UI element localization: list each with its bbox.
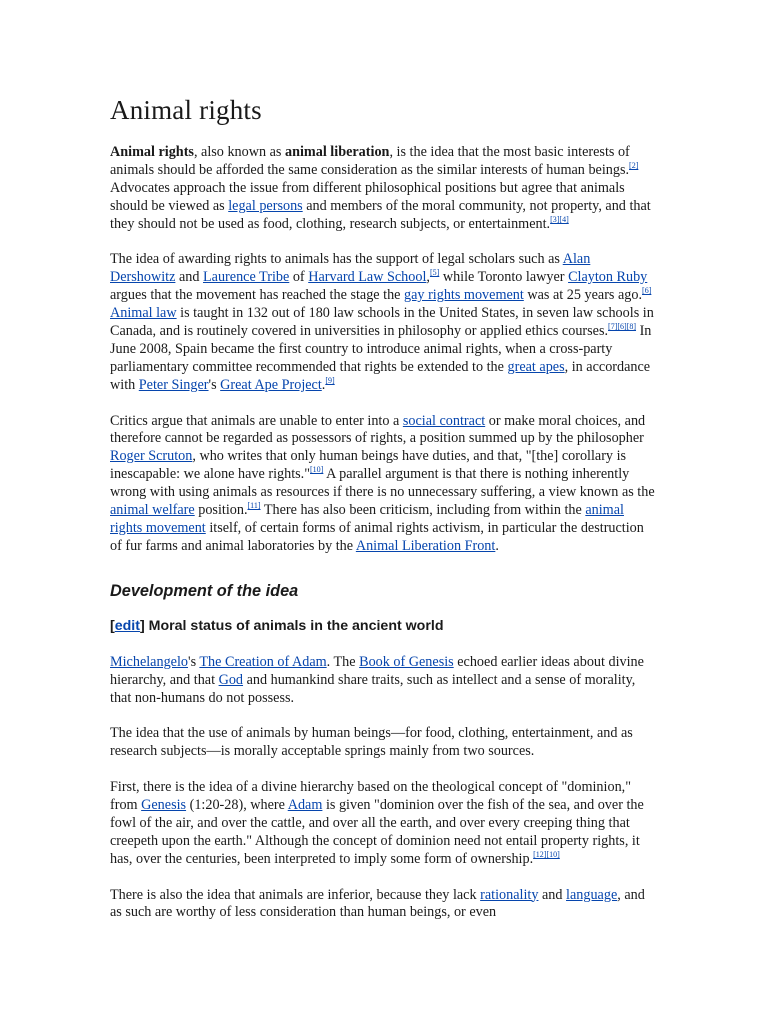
link-laurence-tribe[interactable]: Laurence Tribe: [203, 269, 290, 286]
link-animal-welfare[interactable]: animal welfare: [110, 502, 195, 519]
link-great-apes[interactable]: great apes: [507, 358, 565, 375]
critics-paragraph: Critics argue that animals are unable to enter into a social contract or make moral choices, and therefore cannot be regarded as possessors of rights, a position summed up by the philosopher Roger Scruton, who writes that only human beings have duties, and that, "[the] corollary is inescapable: we alone have rights."[10] A parallel argument is that there is nothing inherently wrong with using animals as resources if there is no unnecessary suffering, a view known as the animal welfare position.[11] There has also been criticism, including from within the animal rights movement itself, of certain forms of animal rights activism, in particular the destruction of fur farms and animal laboratories by the Animal Liberation Front.: [110, 412, 655, 554]
creation-paragraph: Michelangelo's The Creation of Adam. The Book of Genesis echoed earlier ideas about divine hierarchy, and that God and humankind share traits, such as intellect and a sense of morality, that non-humans do not possess.: [110, 653, 644, 706]
citation-link[interactable]: [10]: [310, 465, 324, 475]
link-peter-singer[interactable]: Peter Singer: [138, 376, 209, 393]
citation-link[interactable]: [3][4]: [550, 214, 569, 224]
link-rationality[interactable]: rationality: [480, 886, 539, 903]
section-heading: Development of the idea: [110, 581, 299, 600]
article: [110, 0, 658, 922]
link-language[interactable]: language: [566, 886, 618, 903]
link-gay-rights-movement[interactable]: gay rights movement: [404, 287, 524, 304]
link-animal-rights-movement[interactable]: animal rights movement: [110, 502, 624, 536]
page-title: Animal rights: [110, 95, 262, 125]
link-animal-liberation-front[interactable]: Animal Liberation Front: [355, 537, 496, 554]
link-clayton-ruby[interactable]: Clayton Ruby: [568, 269, 648, 286]
link-harvard-law-school[interactable]: Harvard Law School: [308, 269, 427, 286]
legal-support-paragraph: The idea of awarding rights to animals has the support of legal scholars such as Alan Dershowitz and Laurence Tribe of Harvard Law School,[5] while Toronto lawyer Clayton Ruby argues that the movement has reached the stage the gay rights movement was at 25 years ago.[6] Animal law is taught in 132 out of 180 law schools in the United States, in seven law schools in Canada, and is routinely covered in universities in philosophy or applied ethics courses.[7][6][8] In June 2008, Spain became the first country to introduce animal rights, when a cross-party parliamentary committee recommended that rights be extended to the great apes, in accordance with Peter Singer's Great Ape Project.[9]: [110, 251, 654, 393]
link-genesis[interactable]: Genesis: [141, 797, 187, 814]
bold-term: Animal rights: [110, 144, 194, 160]
sources-paragraph: The idea that the use of animals by human beings—for food, clothing, entertainment, and as research subjects—is morally acceptable springs mainly from two sources.: [110, 725, 633, 760]
edit-link[interactable]: edit: [114, 617, 140, 634]
citation-link[interactable]: [11]: [247, 501, 261, 511]
link-alan-dershowitz[interactable]: Alan Dershowitz: [110, 251, 591, 286]
dominion-paragraph: First, there is the idea of a divine hierarchy based on the theological concept of "dominion," from Genesis (1:20-28), where Adam is given "dominion over the fish of the sea, and over the fowl of the air, and over the cattle, and over all the earth, and over every creeping thing that creepeth upon the earth." Although the concept of dominion need not entail property rights, it has, over the centuries, been interpreted to imply some form of ownership.[12][10]: [110, 779, 644, 867]
link-creation-of-adam[interactable]: The Creation of Adam: [199, 653, 327, 670]
link-legal-persons[interactable]: legal persons: [228, 197, 303, 214]
link-social-contract[interactable]: social contract: [402, 412, 486, 429]
subsection-heading: [edit] Moral status of animals in the ancient world: [110, 617, 444, 634]
link-michelangelo[interactable]: Michelangelo: [110, 653, 189, 670]
intro-paragraph: Animal rights, also known as animal liberation, is the idea that the most basic interests of animals should be afforded the same consideration as the similar interests of human beings.[2] Advocates approach the issue from different philosophical positions but agree that animals should be viewed as legal persons and members of the moral community, not property, and that they should not be used as food, clothing, research subjects, or entertainment.[3][4]: [110, 144, 651, 232]
bold-term: animal liberation: [284, 144, 390, 160]
link-adam[interactable]: Adam: [287, 797, 323, 814]
link-great-ape-project[interactable]: Great Ape Project: [220, 376, 322, 393]
link-book-of-genesis[interactable]: Book of Genesis: [359, 653, 454, 670]
inferiority-paragraph: There is also the idea that animals are inferior, because they lack rationality and language, and as such are worthy of less consideration than human beings, or even: [110, 886, 645, 921]
link-animal-law[interactable]: Animal law: [110, 305, 177, 322]
citation-link[interactable]: [2]: [629, 160, 639, 170]
link-god[interactable]: God: [218, 671, 244, 688]
citation-link[interactable]: [7][6][8]: [608, 322, 637, 332]
citation-link[interactable]: [12][10]: [533, 849, 560, 859]
link-roger-scruton[interactable]: Roger Scruton: [110, 448, 193, 465]
citation-link[interactable]: [5]: [429, 268, 440, 278]
citation-link[interactable]: [9]: [325, 375, 335, 385]
citation-link[interactable]: [6]: [642, 286, 652, 296]
